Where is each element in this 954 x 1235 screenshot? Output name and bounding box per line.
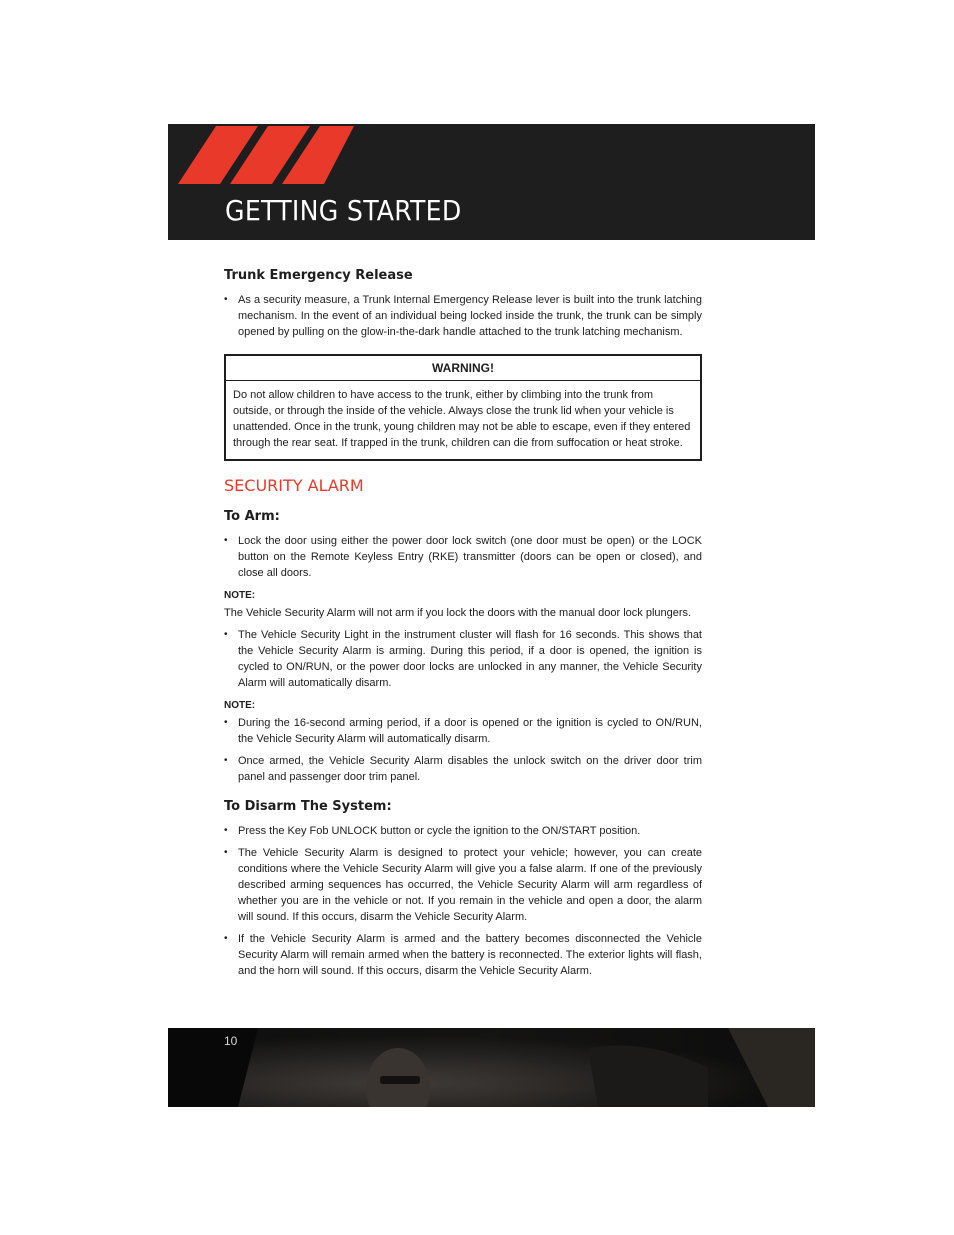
list-item: • If the Vehicle Security Alarm is armed and the battery becomes disconnected the Vehicle Security Alarm will remain armed when the battery is reconnected. The exterior lights will flash, and the horn will sound. If this occurs, disarm the Vehicle Security Alarm.	[224, 931, 702, 979]
car-interior-photo	[168, 1028, 815, 1107]
warning-box	[224, 354, 702, 461]
page-footer	[168, 1028, 815, 1107]
arm-bullets-2	[224, 627, 702, 691]
note-label: NOTE:	[224, 590, 256, 601]
page-number: 10	[224, 1034, 238, 1048]
section-title-security-alarm: SECURITY ALARM	[224, 476, 364, 495]
list-item: • Once armed, the Vehicle Security Alarm disables the unlock switch on the driver door trim panel and passenger door trim panel.	[224, 753, 702, 785]
arm-bullets	[224, 533, 702, 581]
disarm-bullets	[224, 823, 702, 979]
note-bullets	[224, 715, 702, 785]
list-item: • As a security measure, a Trunk Internal Emergency Release lever is built into the trunk latching mechanism. In the event of an individual being locked inside the trunk, the trunk can be simply opened by pulling on the glow-in-the-dark handle attached to the trunk latching mechanism.	[224, 292, 702, 340]
page-title: GETTING STARTED	[225, 194, 462, 227]
note-label: NOTE:	[224, 700, 256, 711]
warning-title: WARNING!	[226, 356, 700, 381]
trunk-heading: Trunk Emergency Release	[224, 268, 413, 283]
brand-stripes-icon	[168, 124, 368, 186]
trunk-bullets	[224, 292, 702, 340]
list-item: • Press the Key Fob UNLOCK button or cycle the ignition to the ON/START position.	[224, 823, 702, 839]
to-disarm-heading: To Disarm The System:	[224, 799, 392, 814]
warning-text: Do not allow children to have access to the trunk, either by climbing into the trunk from outside, or through the inside of the vehicle. Always close the trunk lid when your vehicle is unattended. Once in the trunk, young children may not be able to escape, even if they entered through the rear seat. If trapped in the trunk, children can die from suffocation or heat stroke.	[233, 389, 691, 449]
main-content	[224, 266, 702, 985]
to-arm-heading: To Arm:	[224, 509, 280, 524]
list-item: • The Vehicle Security Light in the instrument cluster will flash for 16 seconds. This shows that the Vehicle Security Alarm is arming. During this period, if a door is opened, the ignition is cycled to ON/RUN, or the power door locks are unlocked in any manner, the Vehicle Security Alarm will automatically disarm.	[224, 627, 702, 691]
list-item: • During the 16-second arming period, if a door is opened or the ignition is cycled to ON/RUN, the Vehicle Security Alarm will automatically disarm.	[224, 715, 702, 747]
page-header	[168, 124, 815, 240]
list-item: • Lock the door using either the power door lock switch (one door must be open) or the LOCK button on the Remote Keyless Entry (RKE) transmitter (doors can be open or closed), and close all doors.	[224, 533, 702, 581]
list-item: • The Vehicle Security Alarm is designed to protect your vehicle; however, you can create conditions where the Vehicle Security Alarm will give you a false alarm. If one of the previously described arming sequences has occurred, the Vehicle Security Alarm will arm regardless of whether you are in the vehicle or not. If you remain in the vehicle and open a door, the alarm will sound. If this occurs, disarm the Vehicle Security Alarm.	[224, 845, 702, 925]
note-text: The Vehicle Security Alarm will not arm if you lock the doors with the manual door lock plungers.	[224, 607, 692, 619]
